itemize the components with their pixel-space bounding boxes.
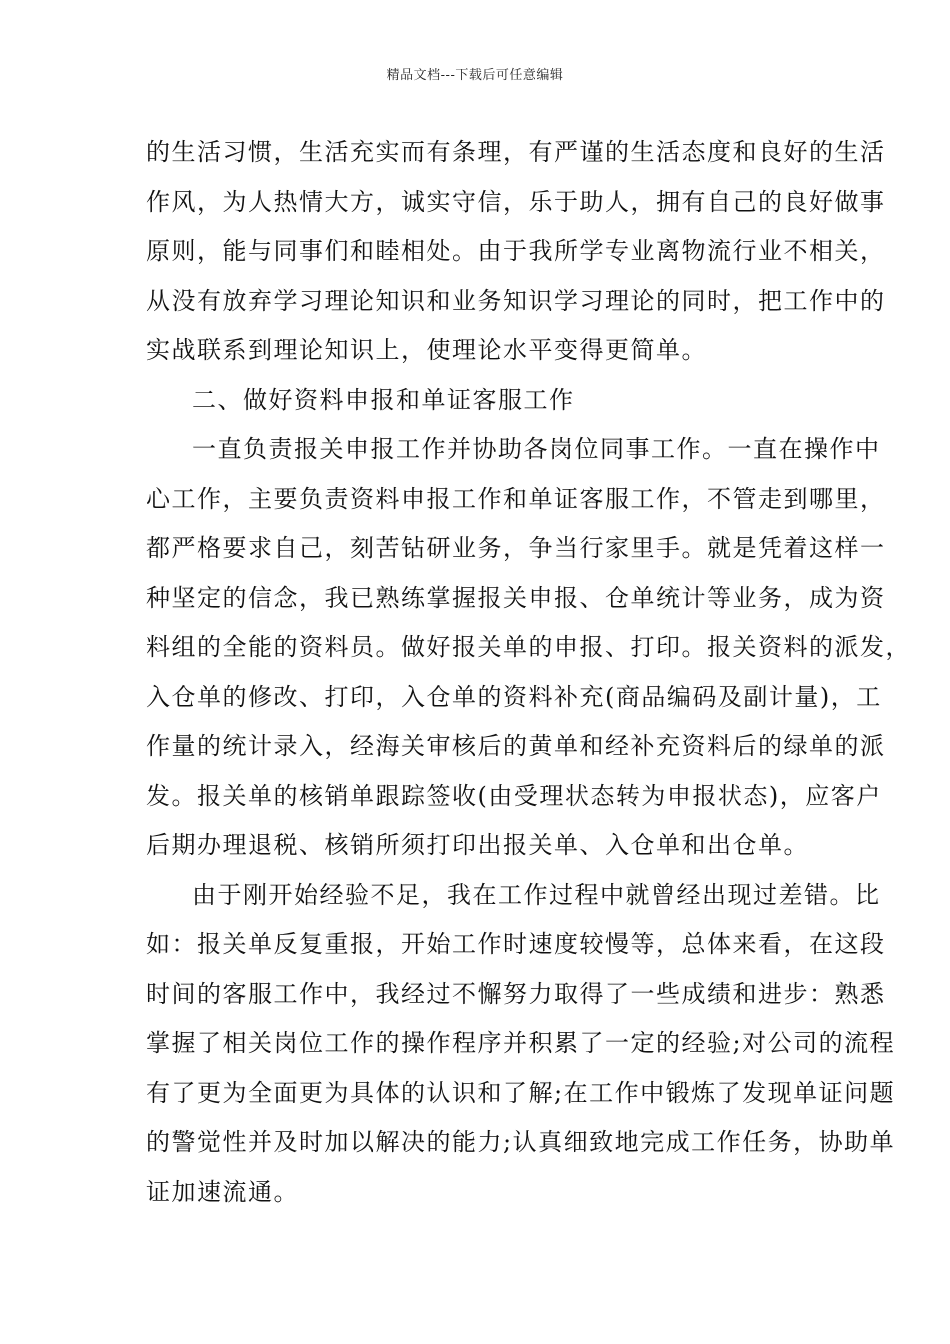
- text-line: 有了更为全面更为具体的认识和了解;在工作中锻炼了发现单证问题: [146, 1078, 896, 1107]
- text-line: 都严格要求自己，刻苦钻研业务，争当行家里手。就是凭着这样一: [146, 534, 886, 562]
- text-line: 入仓单的修改、打印，入仓单的资料补充(商品编码及副计量)，工: [146, 682, 882, 711]
- text-line: 如：报关单反复重报，开始工作时速度较慢等，总体来看，在这段: [146, 930, 886, 958]
- section-heading: 二、做好资料申报和单证客服工作: [192, 385, 575, 414]
- text-line: 后期办理退税、核销所须打印出报关单、入仓单和出仓单。: [146, 831, 809, 859]
- text-line: 的警觉性并及时加以解决的能力;认真细致地完成工作任务，协助单: [146, 1128, 896, 1156]
- text-line: 时间的客服工作中，我经过不懈努力取得了一些成绩和进步：熟悉: [146, 979, 886, 1008]
- text-line: 从没有放弃学习理论知识和业务知识学习理论的同时，把工作中的: [146, 286, 886, 315]
- body-text: [146, 128, 911, 1217]
- text-line: 证加速流通。: [146, 1177, 299, 1206]
- text-line: 种坚定的信念，我已熟练掌握报关申报、仓单统计等业务，成为资: [146, 583, 886, 612]
- text-line: 原则，能与同事们和睦相处。由于我所学专业离物流行业不相关，: [146, 237, 886, 265]
- text-line: 掌握了相关岗位工作的操作程序并积累了一定的经验;对公司的流程: [146, 1029, 896, 1057]
- paragraph-first-line: 由于刚开始经验不足，我在工作过程中就曾经出现过差错。比: [192, 880, 881, 909]
- text-line: 心工作，主要负责资料申报工作和单证客服工作，不管走到哪里，: [146, 484, 886, 513]
- text-line: 作量的统计录入，经海关审核后的黄单和经补充资料后的绿单的派: [146, 732, 886, 760]
- page-header: 精品文档---下载后可任意编辑: [386, 68, 564, 83]
- text-line: 实战联系到理论知识上，使理论水平变得更简单。: [146, 336, 707, 364]
- text-line: 作风，为人热情大方，诚实守信，乐于助人，拥有自己的良好做事: [146, 187, 886, 216]
- text-line: 的生活习惯，生活充实而有条理，有严谨的生活态度和良好的生活: [146, 138, 886, 166]
- paragraph-first-line: 一直负责报关申报工作并协助各岗位同事工作。一直在操作中: [192, 435, 881, 463]
- text-line: 发。报关单的核销单跟踪签收(由受理状态转为申报状态)，应客户: [146, 781, 882, 810]
- text-line: 料组的全能的资料员。做好报关单的申报、打印。报关资料的派发，: [146, 633, 911, 661]
